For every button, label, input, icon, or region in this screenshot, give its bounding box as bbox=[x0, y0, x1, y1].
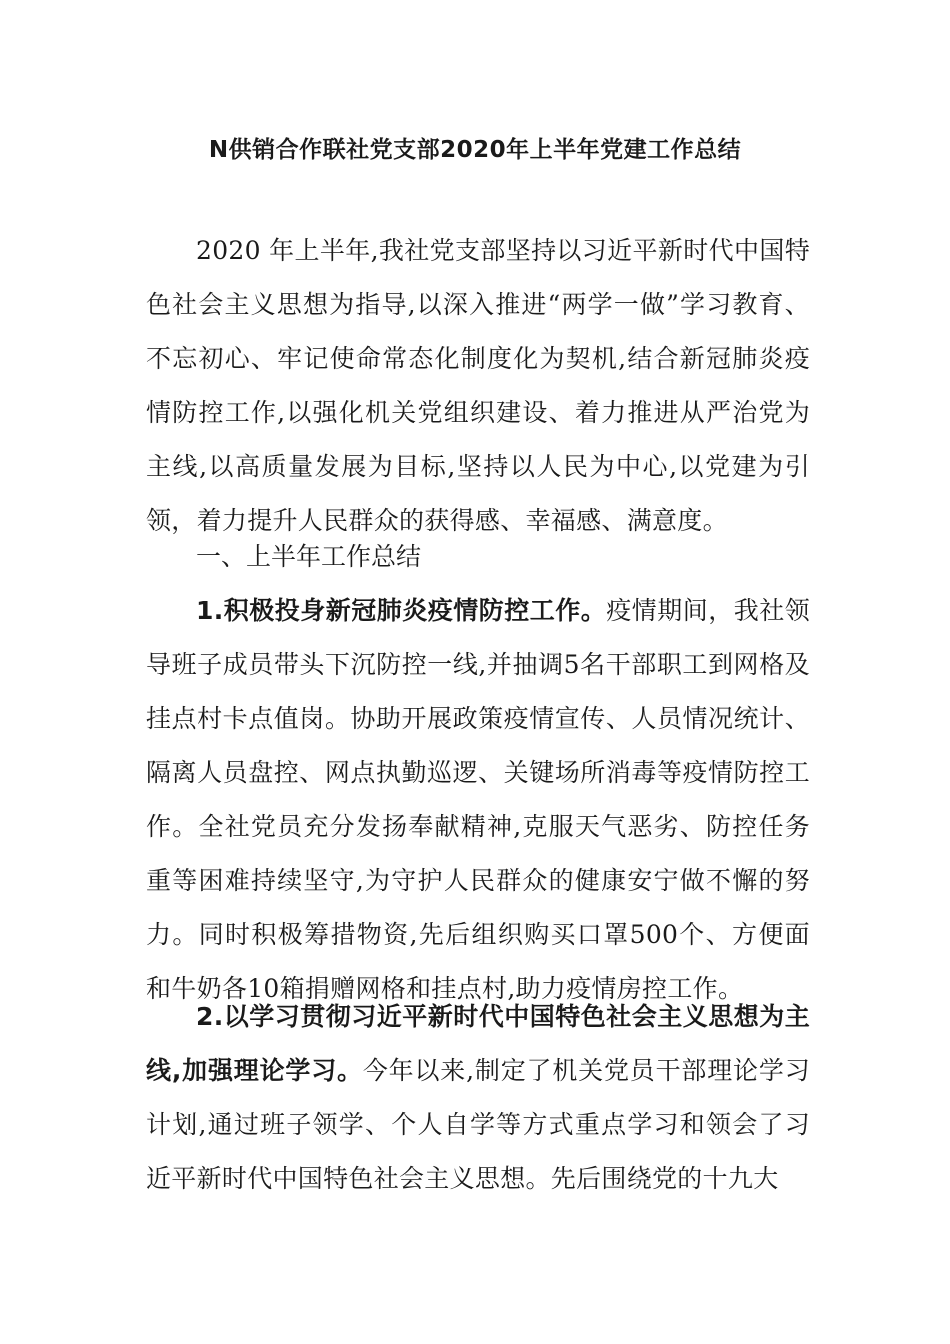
item-2-lead: 2.以学习贯彻习近平新时代中国特色社会主义思想为主线,加强理论学习。 bbox=[146, 1002, 810, 1085]
item-1-lead: 1.积极投身新冠肺炎疫情防控工作。 bbox=[196, 596, 607, 625]
section-heading: 一、上半年工作总结 bbox=[196, 542, 422, 571]
intro-paragraph: 2020 年上半年,我社党支部坚持以习近平新时代中国特色社会主义思想为指导,以深入推进“两学一做”学习教育、不忘初心、牢记使命常态化制度化为契机,结合新冠肺炎疫情防控工作,以强化机关党组织建设、着力推进从严治党为主线,以高质量发展为目标,坚持以人民为中心,以党建为引领，着力提升人民群众的获得感、幸福感、满意度。 bbox=[146, 236, 810, 535]
item-2-text: 今年以来,制定了机关党员干部理论学习计划,通过班子领学、个人自学等方式重点学习和领会了习近平新时代中国特色社会主义思想。先后围绕党的十九大 bbox=[146, 1056, 810, 1193]
item-1-text: 疫情期间，我社领导班子成员带头下沉防控一线,并抽调5名干部职工到网格及挂点村卡点值岗。协助开展政策疫情宣传、人员情况统计、隔离人员盘控、网点执勤巡逻、关键场所消毒等疫情防控工作。全社党员充分发扬奉献精神,克服天气恶劣、防控任务重等困难持续坚守,为守护人民群众的健康安宁做不懈的努力。同时积极筹措物资,先后组织购买口罩500个、方便面和牛奶各10箱捐赠网格和挂点村,助力疫情房控工作。 bbox=[146, 596, 811, 1003]
document-title: N供销合作联社党支部2020年上半年党建工作总结 bbox=[208, 137, 742, 163]
item-2-paragraph bbox=[146, 990, 810, 1206]
item-1-paragraph bbox=[146, 584, 810, 1016]
